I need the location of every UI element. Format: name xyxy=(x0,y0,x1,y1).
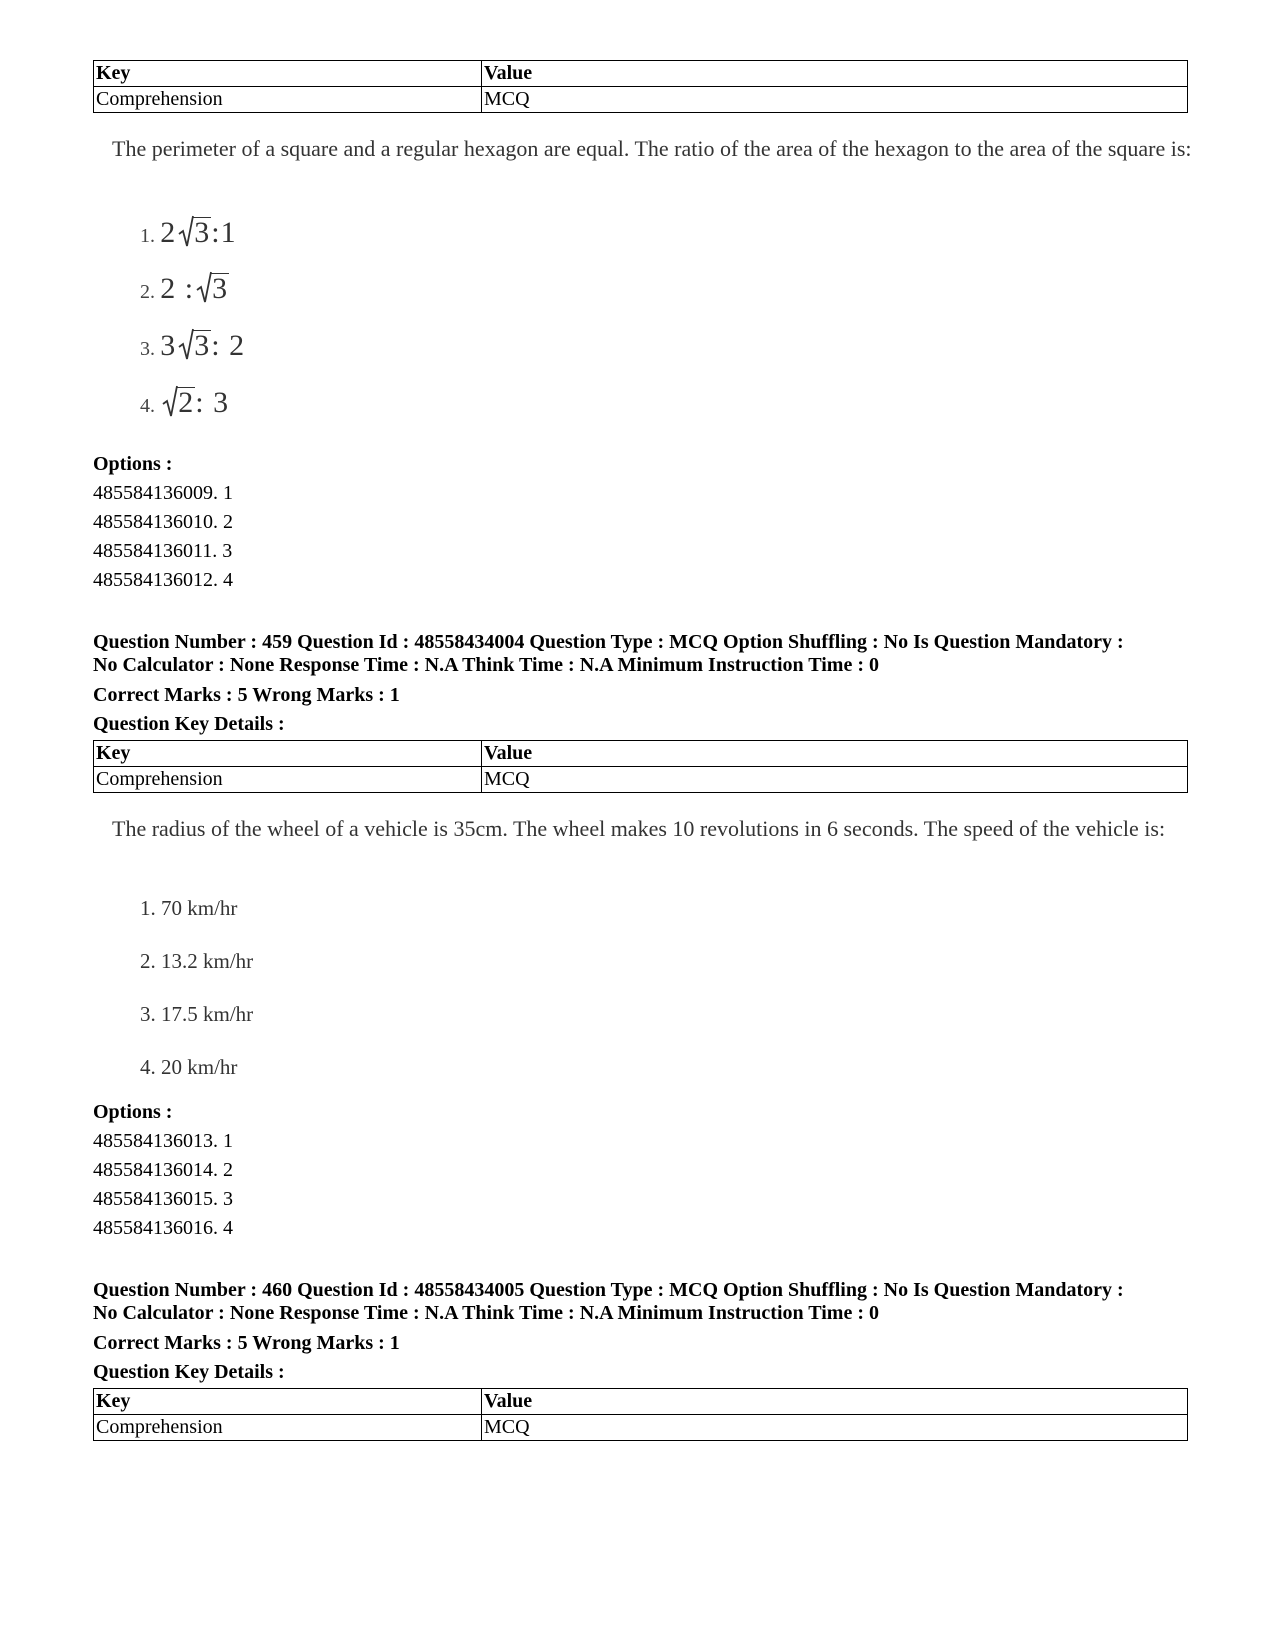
choice-number: 1. xyxy=(140,225,155,247)
math-expression xyxy=(160,272,229,305)
radicand: 3 xyxy=(194,216,211,249)
choice-number: 4. xyxy=(140,395,155,417)
square-root xyxy=(178,216,211,250)
question-meta-line: Question Number : 460 Question Id : 48558434005 Question Type : MCQ Option Shuffling : No Is Question Mandatory : xyxy=(93,1279,1124,1301)
choice-number: 3. xyxy=(140,338,155,360)
choice-number: 2. xyxy=(140,281,155,303)
option-line: 485584136013. 1 xyxy=(93,1130,233,1152)
question-meta xyxy=(93,1279,1203,1325)
radical-sign-icon xyxy=(162,384,178,418)
table-header-key: Key xyxy=(94,1389,482,1415)
radical-sign-icon xyxy=(178,214,194,248)
square-root xyxy=(196,272,229,306)
math-coefficient: 2 : xyxy=(160,272,195,305)
math-coefficient: 3 xyxy=(160,329,177,362)
question-image xyxy=(112,134,1192,434)
table-row xyxy=(94,767,1188,793)
choice-item xyxy=(140,386,229,420)
question-meta-line: Question Number : 459 Question Id : 48558434004 Question Type : MCQ Option Shuffling : No Is Question Mandatory : xyxy=(93,631,1124,653)
table-header-row xyxy=(94,741,1188,767)
table-header-value: Value xyxy=(482,61,1188,87)
radicand: 2 xyxy=(178,386,195,419)
table-row xyxy=(94,87,1188,113)
table-header-key: Key xyxy=(94,61,482,87)
choice-item: 2. 13.2 km/hr xyxy=(140,949,254,973)
options-title: Options : xyxy=(93,1101,173,1123)
question-marks: Correct Marks : 5 Wrong Marks : 1 xyxy=(93,684,400,706)
math-expression xyxy=(160,329,245,362)
table-cell-value: MCQ xyxy=(482,87,1188,113)
table-cell-value: MCQ xyxy=(482,767,1188,793)
radicand: 3 xyxy=(212,272,229,305)
radicand: 3 xyxy=(194,329,211,362)
math-expression xyxy=(160,386,229,419)
table-header-value: Value xyxy=(482,741,1188,767)
table-header-row xyxy=(94,61,1188,87)
question-meta xyxy=(93,631,1203,677)
table-header-key: Key xyxy=(94,741,482,767)
choice-item xyxy=(140,272,229,306)
question-meta-line: No Calculator : None Response Time : N.A Think Time : N.A Minimum Instruction Time : 0 xyxy=(93,1302,879,1324)
question-marks: Correct Marks : 5 Wrong Marks : 1 xyxy=(93,1332,400,1354)
question-image xyxy=(112,814,1192,1084)
table-cell-key: Comprehension xyxy=(94,1415,482,1441)
question-text: The radius of the wheel of a vehicle is 35cm. The wheel makes 10 revolutions in 6 seconds. The speed of the vehicle is: xyxy=(112,816,1166,841)
question-key-details: Question Key Details : xyxy=(93,1361,285,1383)
table-cell-value: MCQ xyxy=(482,1415,1188,1441)
table-row xyxy=(94,1415,1188,1441)
math-coefficient: 2 xyxy=(160,216,177,249)
choice-item xyxy=(140,329,245,363)
table-cell-key: Comprehension xyxy=(94,767,482,793)
radical-sign-icon xyxy=(178,327,194,361)
math-expression xyxy=(160,216,236,249)
table-header-value: Value xyxy=(482,1389,1188,1415)
question-text: The perimeter of a square and a regular hexagon are equal. The ratio of the area of the hexagon to the area of the square is: xyxy=(112,136,1192,161)
question-key-details: Question Key Details : xyxy=(93,713,285,735)
option-line: 485584136009. 1 xyxy=(93,482,233,504)
square-root xyxy=(162,386,195,420)
choice-item: 4. 20 km/hr xyxy=(140,1055,238,1079)
radical-sign-icon xyxy=(196,270,212,304)
options-title: Options : xyxy=(93,453,173,475)
question-key-table xyxy=(93,1388,1188,1441)
option-line: 485584136012. 4 xyxy=(93,569,233,591)
question-key-table xyxy=(93,740,1188,793)
table-header-row xyxy=(94,1389,1188,1415)
square-root xyxy=(178,329,211,363)
choice-item: 3. 17.5 km/hr xyxy=(140,1002,254,1026)
math-ratio: :1 xyxy=(211,216,237,249)
choice-item: 1. 70 km/hr xyxy=(140,896,238,920)
question-meta-line: No Calculator : None Response Time : N.A Think Time : N.A Minimum Instruction Time : 0 xyxy=(93,654,879,676)
option-line: 485584136014. 2 xyxy=(93,1159,233,1181)
table-cell-key: Comprehension xyxy=(94,87,482,113)
option-line: 485584136016. 4 xyxy=(93,1217,233,1239)
choice-item xyxy=(140,216,237,250)
math-ratio: : 2 xyxy=(211,329,246,362)
question-key-table xyxy=(93,60,1188,113)
option-line: 485584136010. 2 xyxy=(93,511,233,533)
math-ratio: : 3 xyxy=(195,386,230,419)
option-line: 485584136015. 3 xyxy=(93,1188,233,1210)
option-line: 485584136011. 3 xyxy=(93,540,233,562)
